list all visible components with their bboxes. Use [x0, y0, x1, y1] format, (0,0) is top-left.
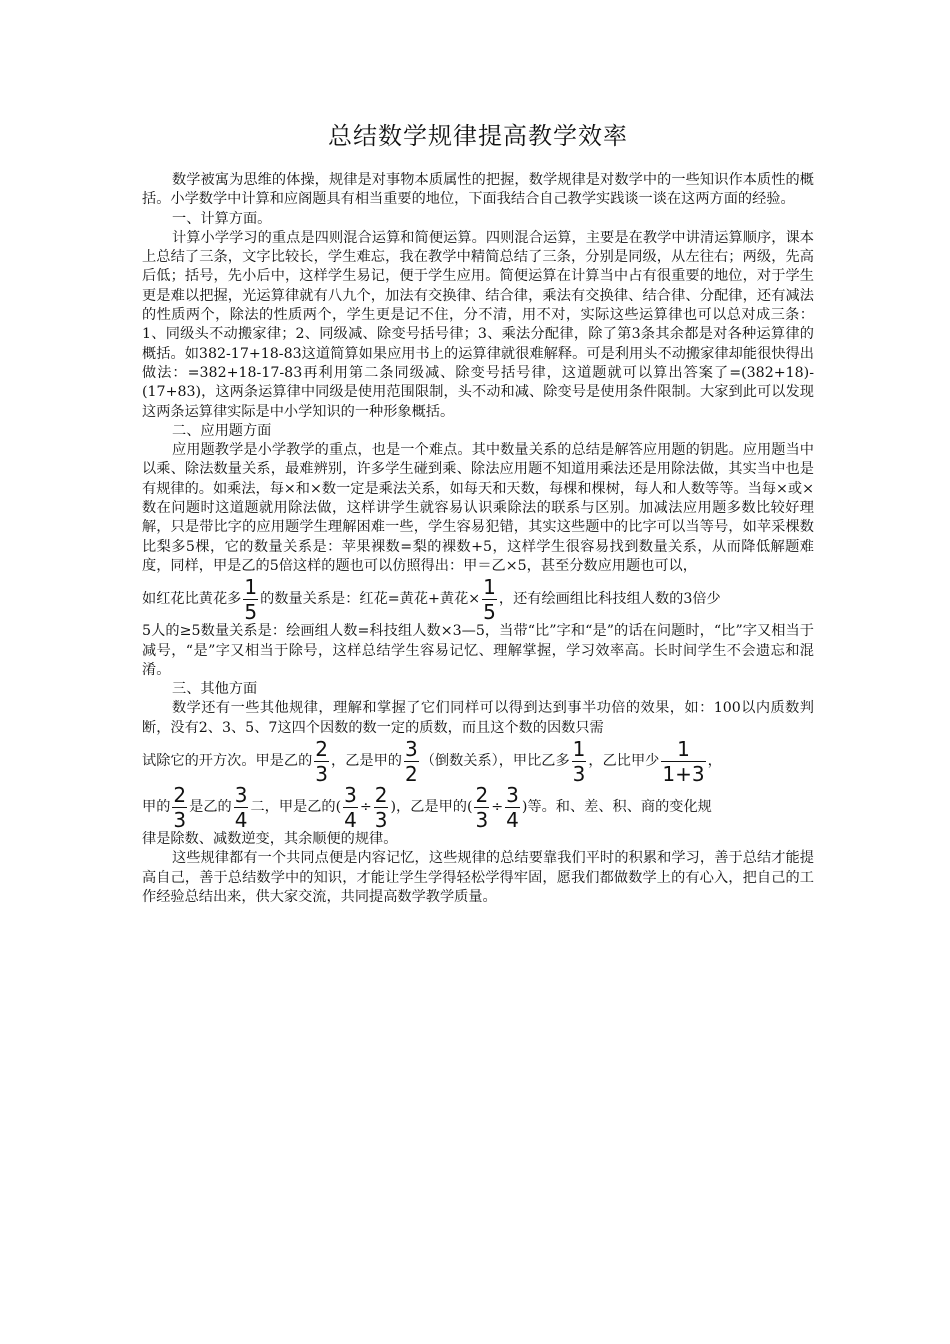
page-title: 总结数学规律提高教学效率: [328, 122, 628, 150]
section-heading-other: 三、其他方面: [172, 681, 258, 698]
intro-paragraph: 数学被寓为思维的体操，规律是对事物本质属性的把握，数学规律是对数学中的一些知识作本质性的概括。小学数学中计算和应阁题具有相当重要的地位，下面我结合自己教学实践谈一谈在这两方面的经验。: [142, 172, 814, 208]
word-problems-paragraph: 应用题教学是小学教学的重点，也是一个难点。其中数量关系的总结是解答应用题的钥匙。应用题当中以乘、除法数量关系，最难辨别，许多学生碰到乘、除法应用题不知道用乘法还是用除法做，其实当中也是有规律的。如乘法，每×和×数一定是乘法关系，如每天和天数，每棵和棵树，每人和人数等等。当每×或×数在问题时这道题就用除法做，这样讲学生就容易认识乘除法的联系与区别。加减法应用题多数比较好理解，只是带比字的应用题学生理解困难一些，学生容易犯错，其实这些题中的比字可以当等号，如苹采棵数比梨多5棵，它的数量关系是：苹果裸数=梨的裸数+5，这样学生很容易找到数量关系，从而降低解题难度，同样，甲是乙的5倍这样的题也可以仿照得出：甲＝乙×5，甚至分数应用题也可以，: [142, 442, 814, 574]
text-segment: ，还有绘画组比科技组人数的3倍少: [498, 591, 721, 608]
fraction-two-thirds: $\frac{2}{3}$: [173, 782, 187, 832]
text-segment: ，乙是甲的: [331, 753, 402, 770]
word-problems-continued: 5人的≥5数量关系是：绘画组人数=科技组人数×3—5，当带“比”字和“是”的话在问题时，“比”字又相当于减号，“是”字又相当于除号，这样总结学生容易记忆、理解掌握，学习效率高。长时间学生不会遗忘和混淆。: [142, 623, 814, 678]
section-heading-calculation: 一、计算方面。: [172, 210, 272, 227]
fraction-two-thirds: $\frac{2}{3}$: [315, 736, 328, 786]
text-segment: （倒数关系），甲比乙多: [420, 753, 570, 770]
fraction-one-fifth: $\frac{1}{5}$: [483, 574, 496, 624]
document-page: [142, 108, 814, 907]
fraction-three-fourths: $\frac{3}{4}$: [344, 782, 357, 832]
fraction-line-1: [142, 576, 814, 622]
fraction-one-fifth: $\frac{1}{5}$: [244, 574, 258, 624]
text-segment: 试除它的开方次。甲是乙的: [142, 753, 313, 770]
closing-paragraph: 这些规律都有一个共同点便是内容记忆，这些规律的总结要靠我们平时的积累和学习，善于总结才能提高自己，善于总结数学中的知识，才能让学生学得轻松学得牢固，愿我们都做数学上的有心入，把自己的工作经验总结出来，供大家交流，共同提高数学教学质量。: [142, 850, 814, 905]
fraction-line-2: [142, 738, 814, 784]
fraction-three-fourths: $\frac{3}{4}$: [234, 782, 248, 832]
calculation-paragraph: 计算小学学习的重点是四则混合运算和简便运算。四则混合运算，主要是在教学中讲清运算顺序，课本上总结了三条，文字比较长，学生难忘，我在教学中精简总结了三条，分别是同级，从左往右；两级，先高后低；括号，先小后中，这样学生易记，便于学生应用。简便运算在计算当中占有很重要的地位，对于学生更是难以把握，光运算律就有八九个，加法有交换律、结合律，乘法有交换律、结合律、分配律，还有减法的性质两个，除法的性质两个，学生更是记不住，分不清，用不对，实际这些运算律也可以总对成三条：1、同级头不动搬家律；2、同级减、除变号括号律；3、乘法分配律，除了第3条其余都是对各种运算律的概括。如382-17+18-83这道简算如果应用书上的运算律就很难解释。可是利用头不动搬家律却能很快得出做法：=382+18-17-83再利用第二条同级减、除变号括号律，这道题就可以算出答案了=(382+18)-(17+83)，这两条运算律中同级是使用范围限制，头不动和减、除变号是使用条件限制。大家到此可以发现这两条运算律实际是中小学知识的一种形象概括。: [142, 229, 814, 420]
divide-sign: ÷: [359, 799, 372, 816]
fraction-three-halves: $\frac{3}{2}$: [404, 736, 418, 786]
text-segment: 的数量关系是：红花=黄花+黄花×: [260, 591, 481, 608]
text-segment: ，: [707, 753, 722, 770]
text-segment: 二，甲是乙的(: [250, 799, 342, 816]
other-paragraph-tail: 律是除数、减数逆变，其余顺便的规律。: [142, 831, 398, 848]
text-segment: )，乙是甲的(: [390, 799, 473, 816]
text-segment: 甲的: [142, 799, 171, 816]
divide-sign: ÷: [491, 799, 504, 816]
text-segment: )等。和、差、积、商的变化规: [521, 799, 712, 816]
fraction-line-3: [142, 784, 814, 830]
fraction-two-thirds: $\frac{2}{3}$: [475, 782, 489, 832]
section-heading-word-problems: 二、应用题方面: [172, 422, 272, 439]
text-segment: 如红花比黄花多: [142, 591, 242, 608]
fraction-one-third: $\frac{1}{3}$: [572, 736, 586, 786]
text-segment: ，乙比甲少: [588, 753, 660, 770]
fraction-three-fourths: $\frac{3}{4}$: [506, 782, 519, 832]
text-segment: 是乙的: [189, 799, 232, 816]
fraction-two-thirds: $\frac{2}{3}$: [374, 782, 388, 832]
other-paragraph: 数学还有一些其他规律，理解和掌握了它们同样可以得到达到事半功倍的效果，如：100以内质数判断，没有2、3、5、7这四个因数的数一定的质数，而且这个数的因数只需: [142, 700, 814, 736]
fraction-one-over-one-plus-three: $\frac{1}{1+3}$: [662, 736, 705, 786]
